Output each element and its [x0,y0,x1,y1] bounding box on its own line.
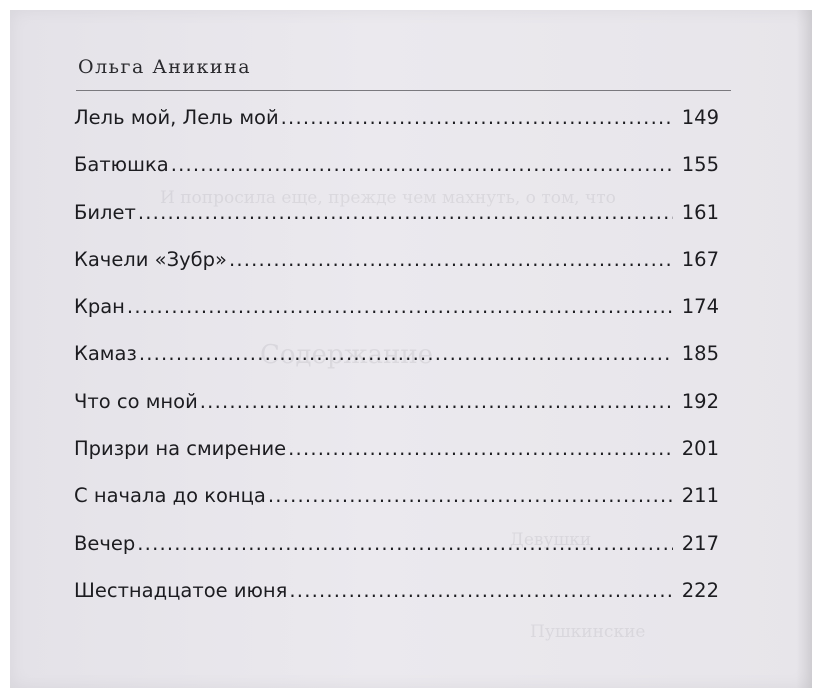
toc-entry-page: 155 [681,153,719,177]
dot-leader [289,579,673,602]
toc-entry-page: 174 [681,295,719,319]
toc-entry-title: Камаз [74,342,137,366]
toc-entry-title: Лель мой, Лель мой [74,106,279,129]
table-of-contents [74,106,719,626]
dot-leader [171,153,673,176]
toc-entry[interactable] [74,579,719,626]
toc-entry-page: 149 [681,106,719,129]
toc-entry-page: 222 [681,578,719,602]
toc-entry-title: С начала до конца [74,484,266,508]
toc-entry[interactable] [74,484,719,531]
toc-entry[interactable] [74,390,719,437]
toc-entry[interactable] [74,437,719,484]
show-through-text: И попросила еще, прежде чем махнуть, о том, что [160,188,616,208]
show-through-text: Девушки [510,530,592,550]
book-page [10,10,812,688]
toc-entry-page: 217 [681,531,719,555]
toc-entry-title: Билет [74,200,136,224]
dot-leader [200,390,673,413]
toc-entry[interactable] [74,106,719,153]
toc-entry-page: 167 [681,247,719,271]
toc-entry-title: Призри на смирение [74,437,287,461]
toc-entry-page: 211 [681,484,719,508]
header-rule [76,90,731,91]
dot-leader [229,248,673,271]
dot-leader [137,532,673,555]
toc-entry[interactable] [74,295,719,342]
page-edge-shadow [796,10,812,688]
dot-leader [139,342,673,365]
toc-entry-title: Шестнадцатое июня [74,578,288,602]
toc-entry-page: 192 [681,389,719,413]
toc-entry-title: Батюшка [74,153,169,177]
dot-leader [288,437,673,460]
dot-leader [281,106,673,129]
toc-entry-page: 185 [681,342,719,366]
toc-entry-title: Что со мной [74,389,198,413]
dot-leader [268,484,673,507]
dot-leader [138,201,673,224]
toc-entry[interactable] [74,342,719,389]
toc-entry-title: Вечер [74,531,136,555]
toc-entry[interactable] [74,153,719,200]
toc-entry[interactable] [74,248,719,295]
toc-entry-title: Кран [74,295,125,319]
toc-entry-title: Качели «Зубр» [74,247,227,271]
toc-entry[interactable] [74,532,719,579]
show-through-text: Пушкинские [530,622,646,642]
show-through-text: Содержание [260,340,434,370]
running-header-author: Ольга Аникина [78,56,252,78]
toc-entry-page: 161 [681,200,719,224]
dot-leader [127,295,673,318]
toc-entry-page: 201 [681,437,719,461]
toc-entry[interactable] [74,201,719,248]
